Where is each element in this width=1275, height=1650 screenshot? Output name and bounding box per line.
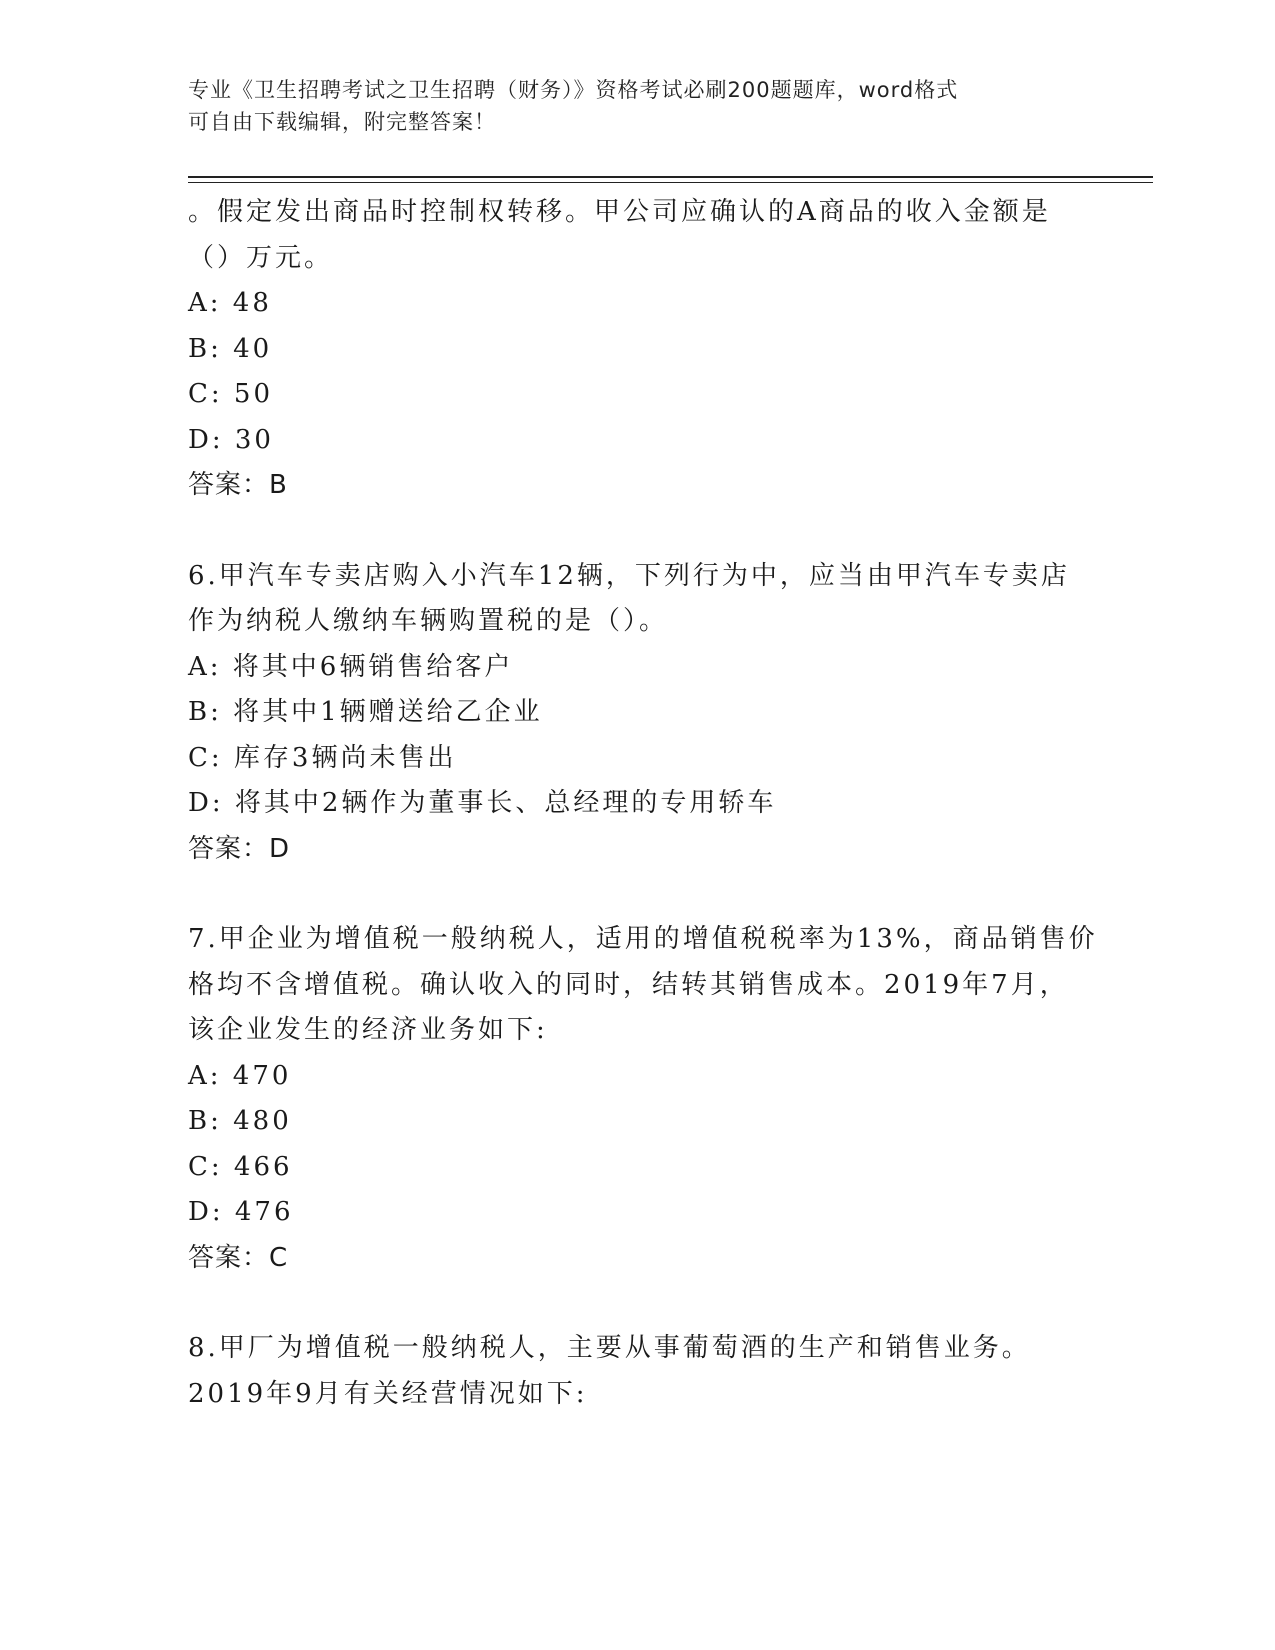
question-stem: 。假定发出商品时控制权转移。甲公司应确认的A商品的收入金额是 [188, 197, 1051, 227]
option-c: C: 466 [188, 1151, 293, 1182]
answer: 答案：B [188, 470, 288, 500]
option-c: C: 50 [188, 379, 274, 409]
spacer [188, 1281, 1088, 1326]
question-5 [188, 190, 1088, 509]
option-a: A: 470 [188, 1060, 292, 1091]
answer: 答案：C [188, 1242, 289, 1273]
question-stem: 作为纳税人缴纳车辆购置税的是（）。 [188, 606, 669, 636]
question-stem: （）万元。 [188, 242, 334, 273]
question-stem: 该企业发生的经济业务如下: [188, 1015, 548, 1045]
header-line-2: 可自由下载编辑，附完整答案！ [188, 110, 496, 134]
document-body [188, 190, 1098, 1417]
question-stem: 格均不含增值税。确认收入的同时，结转其销售成本。2019年7月， [188, 969, 1069, 1000]
question-stem: 7.甲企业为增值税一般纳税人，适用的增值税税率为13%，商品销售价 [188, 924, 1098, 954]
spacer [188, 509, 1088, 554]
option-a: A: 将其中6辆销售给客户 [188, 651, 514, 682]
option-d: D: 将其中2辆作为董事长、总经理的专用轿车 [188, 788, 777, 818]
question-stem: 2019年9月有关经营情况如下: [188, 1378, 588, 1409]
header-divider-thin [188, 182, 1153, 183]
question-7 [188, 917, 1098, 1281]
document-header [188, 74, 1068, 138]
option-d: D: 476 [188, 1197, 294, 1227]
option-b: B: 480 [188, 1106, 292, 1136]
question-stem: 6.甲汽车专卖店购入小汽车12辆，下列行为中，应当由甲汽车专卖店 [188, 560, 1070, 591]
question-stem: 8.甲厂为增值税一般纳税人，主要从事葡萄酒的生产和销售业务。 [188, 1333, 1031, 1363]
question-6 [188, 554, 1088, 873]
question-8 [188, 1326, 1088, 1417]
header-line-1: 专业《卫生招聘考试之卫生招聘（财务）》资格考试必刷200题题库，word格式 [188, 78, 959, 102]
header-divider-thick [188, 176, 1153, 178]
answer: 答案：D [188, 833, 291, 864]
option-b: B: 将其中1辆赠送给乙企业 [188, 697, 543, 727]
option-b: B: 40 [188, 333, 273, 364]
option-d: D: 30 [188, 424, 274, 455]
option-c: C: 库存3辆尚未售出 [188, 742, 457, 773]
option-a: A: 48 [188, 288, 272, 318]
spacer [188, 872, 1088, 917]
